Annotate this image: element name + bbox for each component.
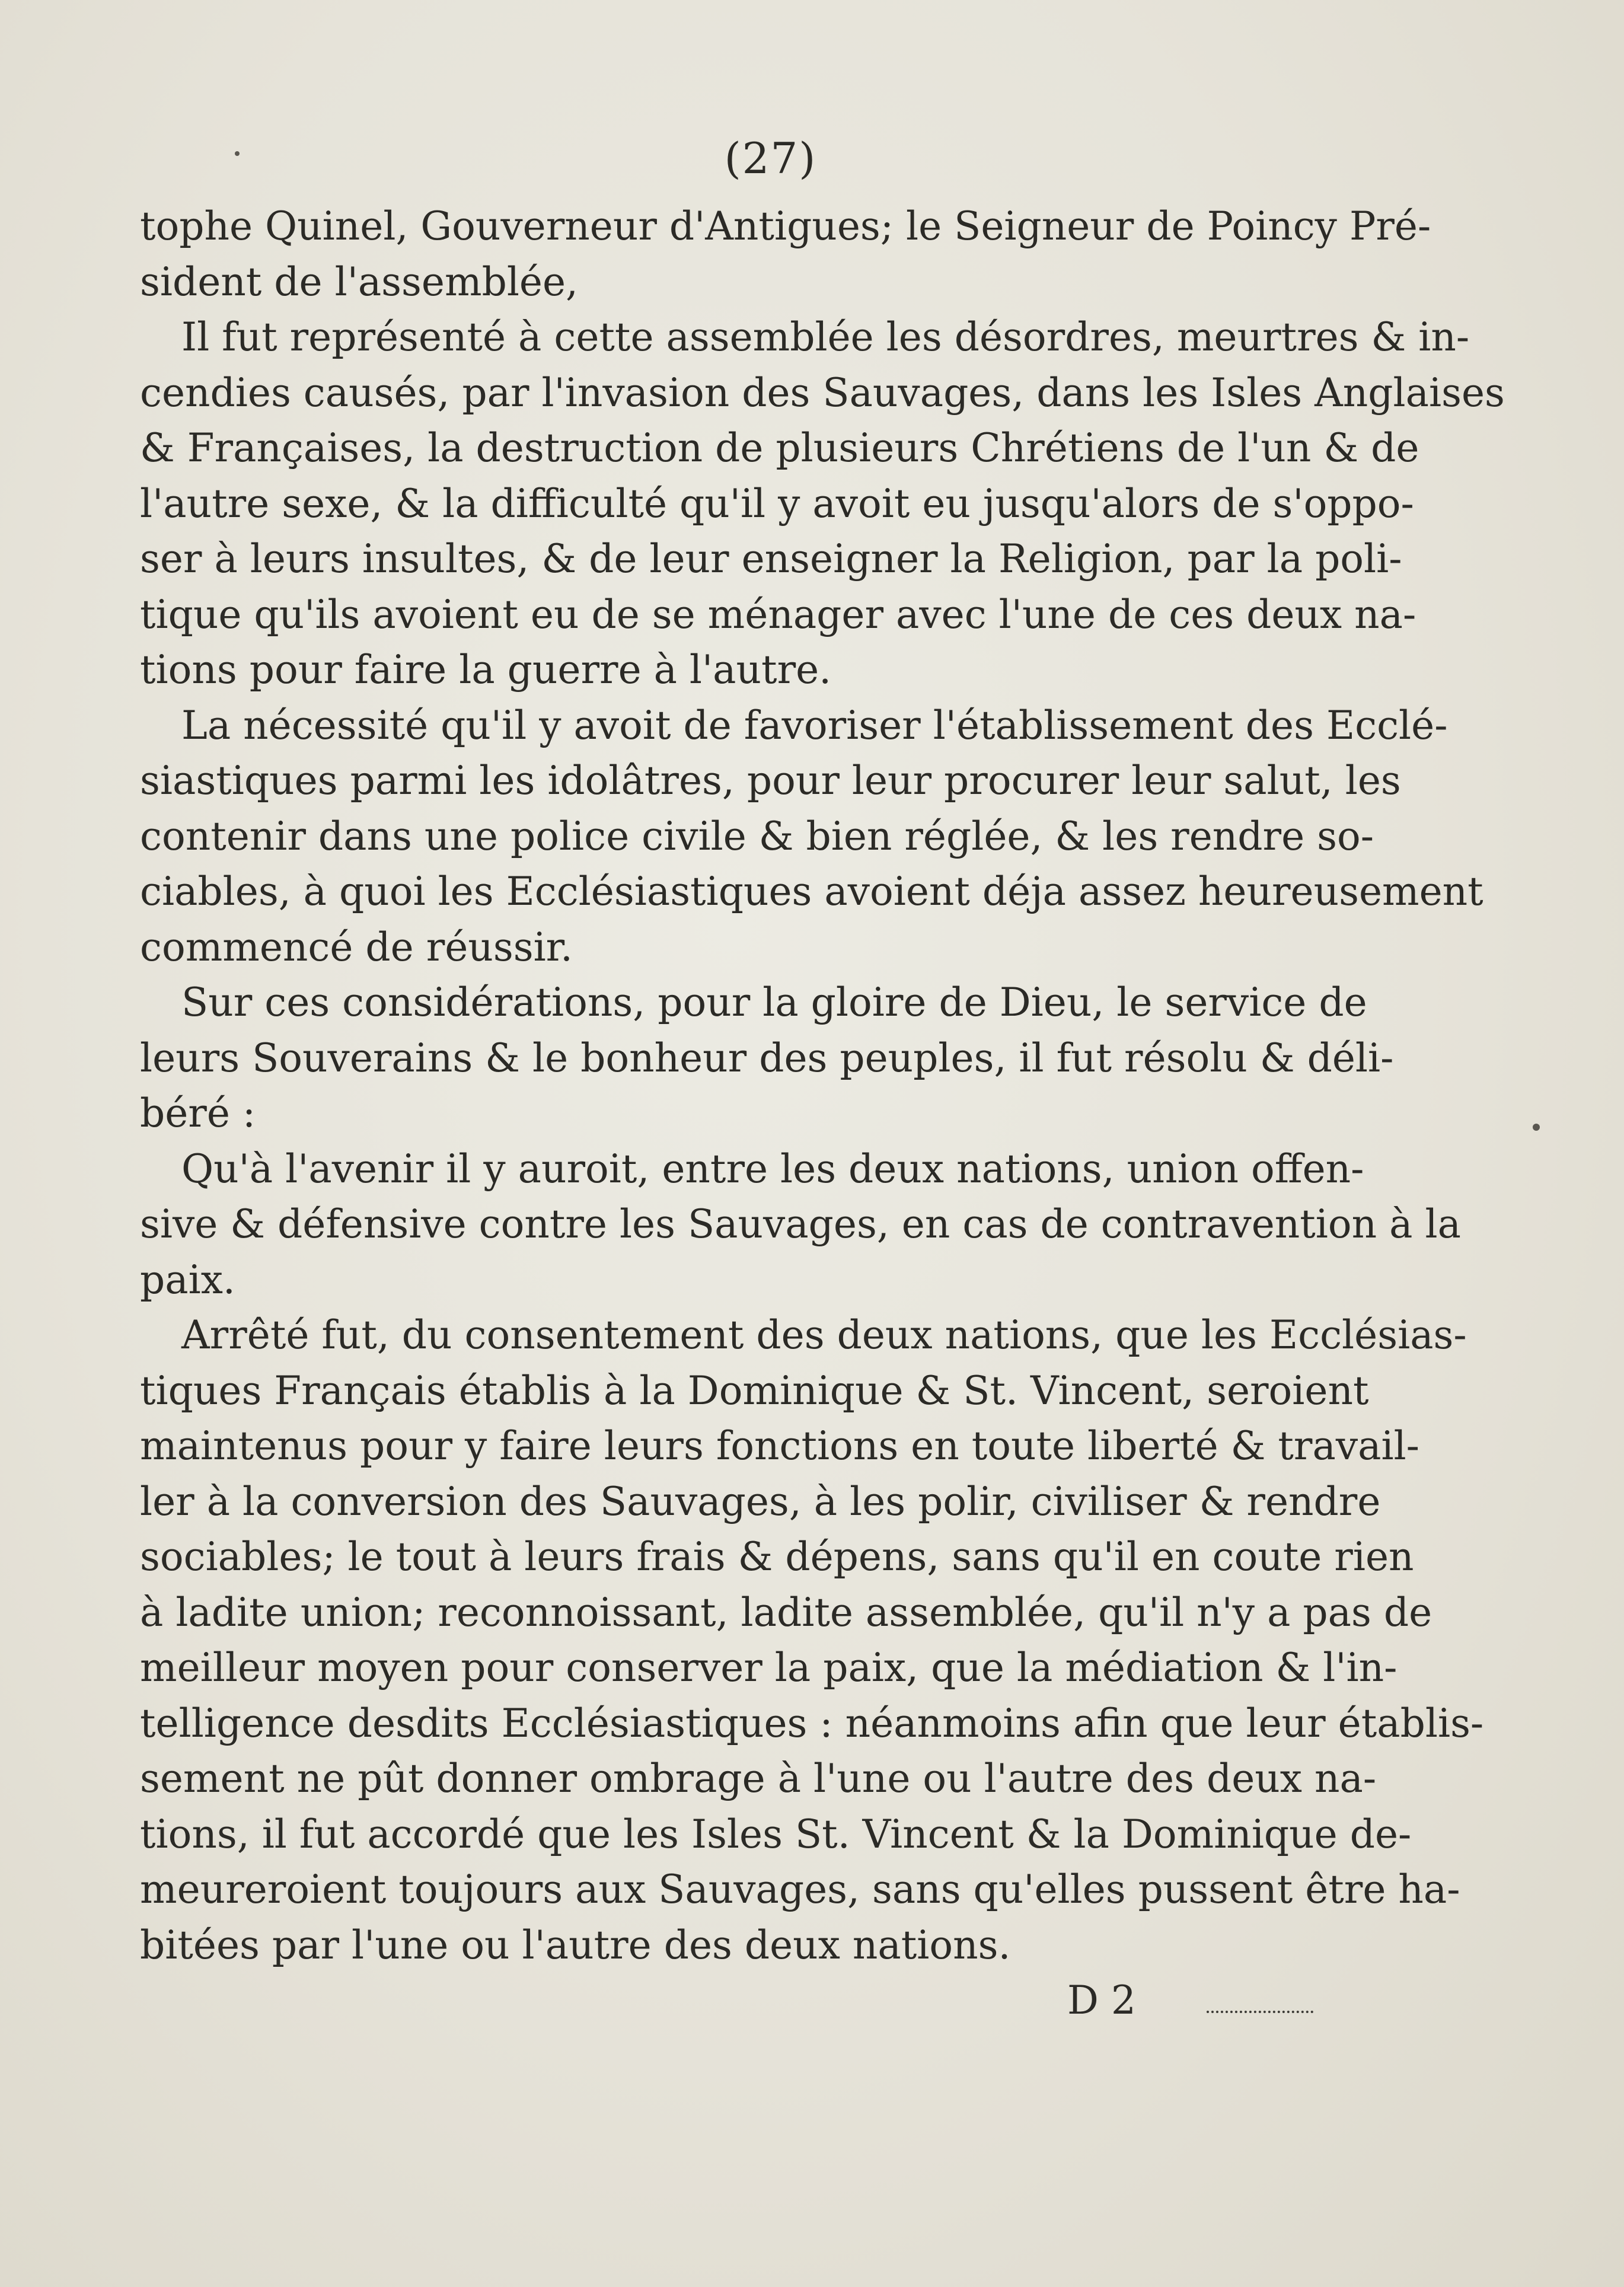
body-text	[140, 199, 1505, 1973]
text-line: Sur ces considérations, pour la gloire de Dieu, le service de	[181, 980, 1367, 1025]
signature-mark: D 2	[1067, 1977, 1136, 2023]
text-line: leurs Souverains & le bonheur des peuples, il fut résolu & déli-	[140, 1035, 1394, 1081]
text-line: bitées par l'une ou l'autre des deux nations.	[140, 1922, 1011, 1968]
text-line: sociables; le tout à leurs frais & dépens, sans qu'il en coute rien	[140, 1534, 1414, 1580]
text-line: contenir dans une police civile & bien réglée, & les rendre so-	[140, 813, 1374, 859]
text-line: ciables, à quoi les Ecclésiastiques avoient déja assez heureusement	[140, 869, 1483, 914]
text-line: l'autre sexe, & la difficulté qu'il y avoit eu jusqu'alors de s'oppo-	[140, 480, 1414, 527]
text-line: tions, il fut accordé que les Isles St. Vincent & la Dominique de-	[140, 1811, 1412, 1857]
text-line: tophe Quinel, Gouverneur d'Antigues; le Seigneur de Poincy Pré-	[140, 203, 1431, 249]
text-line: meilleur moyen pour conserver la paix, que la médiation & l'in-	[140, 1645, 1398, 1690]
text-line: sement ne pût donner ombrage à l'une ou l'autre des deux na-	[140, 1756, 1377, 1801]
text-line: ser à leurs insultes, & de leur enseigner la Religion, par la poli-	[140, 536, 1402, 582]
text-line: paix.	[140, 1256, 235, 1303]
text-line: tiques Français établis à la Dominique & St. Vincent, seroient	[140, 1367, 1369, 1414]
text-line: maintenus pour y faire leurs fonctions en toute liberté & travail-	[140, 1423, 1419, 1469]
ink-speck	[235, 151, 240, 156]
text-line: sive & défensive contre les Sauvages, en cas de contravention à la	[140, 1201, 1461, 1247]
ink-speck	[1533, 1124, 1540, 1131]
text-line: tique qu'ils avoient eu de se ménager avec l'une de ces deux na-	[140, 591, 1416, 637]
text-line: meureroient toujours aux Sauvages, sans qu'elles pussent être ha-	[140, 1867, 1460, 1912]
signature-row	[1067, 1977, 1334, 2037]
text-line: La nécessité qu'il y avoit de favoriser l'établissement des Ecclé-	[181, 702, 1448, 748]
text-line: siastiques parmi les idolâtres, pour leur procurer leur salut, les	[140, 758, 1401, 803]
text-line: ler à la conversion des Sauvages, à les polir, civiliser & rendre	[140, 1478, 1381, 1524]
text-line: Il fut représenté à cette assemblée les désordres, meurtres & in-	[181, 314, 1470, 360]
catchword-dots	[1207, 1987, 1313, 2013]
text-line: Qu'à l'avenir il y auroit, entre les deux nations, union offen-	[181, 1146, 1364, 1192]
text-line: telligence desdits Ecclésiastiques : néanmoins afin que leur établis-	[140, 1700, 1484, 1746]
text-line: cendies causés, par l'invasion des Sauvages, dans les Isles Anglaises	[140, 369, 1505, 416]
text-line: béré :	[140, 1090, 256, 1136]
text-line: sident de l'assemblée,	[140, 259, 579, 305]
page-number: (27)	[724, 133, 817, 183]
text-line: à ladite union; reconnoissant, ladite assemblée, qu'il n'y a pas de	[140, 1589, 1432, 1635]
text-line: & Françaises, la destruction de plusieurs Chrétiens de l'un & de	[140, 425, 1419, 471]
text-line: tions pour faire la guerre à l'autre.	[140, 647, 832, 693]
text-line: Arrêté fut, du consentement des deux nations, que les Ecclésias-	[181, 1312, 1467, 1358]
text-line: commencé de réussir.	[140, 924, 573, 970]
